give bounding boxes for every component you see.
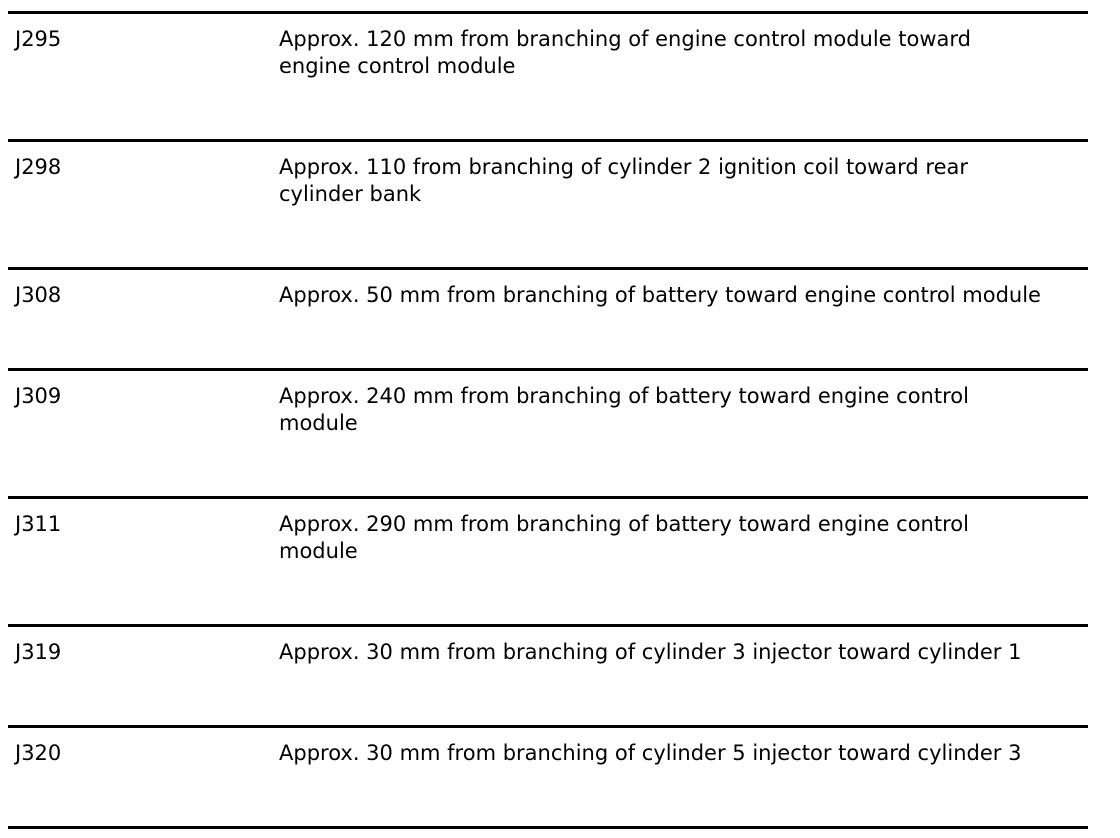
table-row	[8, 270, 1088, 371]
table-row	[8, 499, 1088, 627]
splice-location: Approx. 30 mm from branching of cylinder 3 injector toward cylinder 1	[279, 640, 1022, 664]
splice-code: J320	[15, 741, 62, 765]
splice-code: J295	[15, 27, 62, 51]
splice-location: Approx. 290 mm from branching of battery toward engine control module	[279, 512, 969, 563]
splice-code: J309	[15, 384, 62, 408]
table-row	[8, 371, 1088, 499]
splice-location-table	[8, 11, 1088, 829]
splice-location: Approx. 110 from branching of cylinder 2 ignition coil toward rear cylinder bank	[279, 155, 969, 206]
splice-code: J311	[15, 512, 62, 536]
splice-location: Approx. 120 mm from branching of engine control module toward engine control module	[279, 27, 971, 78]
splice-location: Approx. 50 mm from branching of battery toward engine control module	[279, 283, 1041, 307]
splice-location: Approx. 240 mm from branching of battery toward engine control module	[279, 384, 969, 435]
table-row	[8, 728, 1088, 829]
splice-location: Approx. 30 mm from branching of cylinder 5 injector toward cylinder 3	[279, 741, 1022, 765]
table-row	[8, 627, 1088, 728]
table-row	[8, 142, 1088, 270]
table-row	[8, 14, 1088, 142]
splice-code: J308	[15, 283, 62, 307]
splice-code: J319	[15, 640, 62, 664]
splice-code: J298	[15, 155, 62, 179]
